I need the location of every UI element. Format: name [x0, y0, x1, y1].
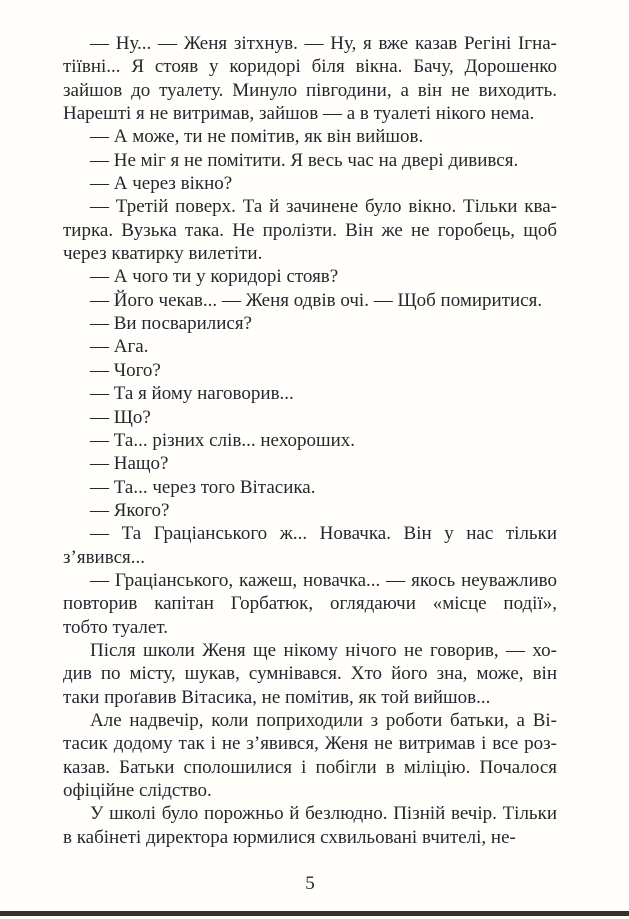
- text-line: — А через вікно?: [90, 173, 233, 195]
- text-line: офіційне слідство.: [63, 780, 212, 801]
- text-line: — Чого?: [90, 359, 161, 381]
- text-line: таки проґавив Вітасика, не помітив, як той вийшов...: [63, 686, 491, 708]
- text-line: через кватирку вилетіти.: [63, 243, 263, 265]
- text-line: в кабінеті директора юрмилися схвильовані вчителі, не-: [63, 826, 516, 848]
- text-line: У школі було порожньо й безлюдно. Пізній вечір. Тільки: [90, 803, 557, 825]
- text-line: — А може, ти не помітив, як він вийшов.: [90, 126, 424, 148]
- text-line: казав. Батьки сполошилися і побігли в міліцію. Почалося: [63, 756, 557, 778]
- text-line: Після школи Женя ще нікому нічого не говорив, — хо-: [90, 639, 557, 661]
- text-line: тирка. Вузька така. Не пролізти. Він же не горобець, щоб: [63, 219, 557, 241]
- text-line: зайшов до туалету. Минуло півгодини, а він не виходить.: [63, 79, 557, 101]
- text-line: Нарешті я не витримав, зайшов — а в туалеті нікого нема.: [63, 103, 535, 125]
- text-line: — Та... через того Вітасика.: [90, 476, 316, 498]
- page-bottom-edge: [0, 911, 629, 916]
- text-line: — Та... різних слів... нехороших.: [90, 429, 356, 451]
- text-block: [63, 32, 557, 849]
- text-line: — Ага.: [90, 336, 149, 358]
- text-line: — Ви посварилися?: [90, 313, 252, 335]
- text-line: тасик додому так і не з’явився, Женя не витримав і все роз-: [63, 733, 557, 755]
- text-line: — Що?: [90, 406, 151, 428]
- text-line: — А чого ти у коридорі стояв?: [90, 266, 339, 288]
- text-line: див по місту, шукав, сумнівався. Хто його зна, може, він: [63, 663, 557, 685]
- text-line: — Нащо?: [90, 453, 169, 475]
- text-line: тобто туалет.: [63, 616, 168, 638]
- text-line: — Його чекав... — Женя одвів очі. — Щоб помиритися.: [90, 289, 543, 311]
- text-line: — Та Граціанського ж... Новачка. Він у нас тільки: [90, 523, 557, 545]
- text-line: Але надвечір, коли поприходили з роботи батьки, а Ві-: [90, 709, 557, 731]
- text-line: — Не міг я не помітити. Я весь час на двері дивився.: [90, 149, 519, 171]
- text-line: — Граціанського, кажеш, новачка... — якось неуважливо: [90, 569, 557, 591]
- text-line: з’явився...: [63, 546, 145, 568]
- text-line: — Третій поверх. Та й зачинене було вікно. Тільки ква-: [90, 196, 557, 218]
- text-line: — Та я йому наговорив...: [90, 383, 294, 405]
- page-number: 5: [305, 873, 315, 894]
- text-line: тіївні... Я стояв у коридорі біля вікна. Бачу, Дорошенко: [63, 56, 557, 78]
- text-line: — Якого?: [90, 499, 170, 521]
- text-line: — Ну... — Женя зітхнув. — Ну, я вже казав Регіні Ігна-: [90, 33, 557, 54]
- text-line: повторив капітан Горбатюк, оглядаючи «місце події»,: [63, 593, 557, 615]
